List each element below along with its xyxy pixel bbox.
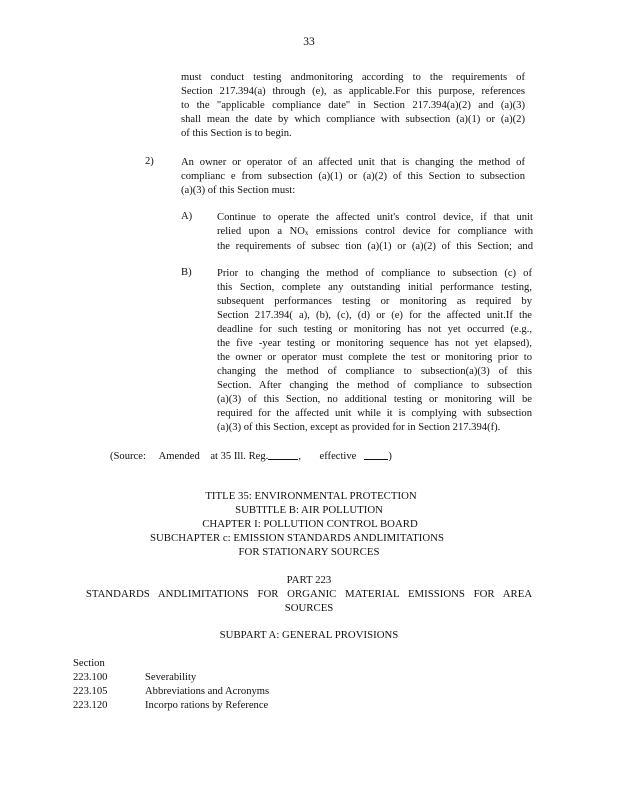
text-line: must conduct testing andmonitoring according to the requirements of xyxy=(181,72,525,83)
text-line: (a)(3) of this Section, no additional testing or monitoring will be xyxy=(217,394,532,405)
item-a-marker: A) xyxy=(181,211,193,222)
text-line: the five -year testing or monitoring sequence has not yet elapsed), xyxy=(217,338,532,349)
item-2-text xyxy=(181,156,525,198)
text-line: Continue to operate the affected unit's control device, if that unit xyxy=(217,212,533,223)
item-2-marker: 2) xyxy=(145,156,154,167)
register-blank xyxy=(268,449,298,460)
list-item xyxy=(73,685,269,699)
text-line: the owner or operator must complete the test or monitoring prior to xyxy=(217,352,532,363)
text-line: subsequent performances testing or monitoring as required by xyxy=(217,296,532,307)
subpart-heading xyxy=(0,628,618,642)
source-register: at 35 Ill. Reg. xyxy=(210,451,269,462)
section-title: Incorpo rations by Reference xyxy=(145,700,269,711)
part-title-line-2: SOURCES xyxy=(284,602,334,614)
text-line: Prior to changing the method of compliance to subsection (c) of xyxy=(217,268,532,279)
section-number: 223.100 xyxy=(73,672,108,683)
heading-subtitle: SUBTITLE B: AIR POLLUTION xyxy=(235,504,383,516)
text-line: the requirements of subsec tion (a)(1) or (a)(2) of this Section; and xyxy=(217,241,533,252)
text-line: changing the method of compliance to subsection(a)(3) of this xyxy=(217,366,532,377)
heading-block xyxy=(0,489,618,559)
source-amended: Amended xyxy=(158,451,200,462)
section-title: Abbreviations and Acronyms xyxy=(145,686,270,697)
source-note xyxy=(110,449,392,462)
text-line: deadline for such testing or monitoring has not yet occurred (e.g., xyxy=(217,324,532,335)
page-number: 33 xyxy=(303,36,315,48)
section-list xyxy=(73,657,269,713)
item-b-marker: B) xyxy=(181,267,192,278)
source-open: (Source: xyxy=(110,451,146,462)
heading-title: TITLE 35: ENVIRONMENTAL PROTECTION xyxy=(205,490,417,502)
text-line: shall mean the date by which compliance with subsection (a)(1) or (a)(2) xyxy=(181,114,525,125)
section-number: 223.105 xyxy=(73,686,108,697)
effective-blank xyxy=(364,449,388,460)
section-list-header: Section xyxy=(73,658,105,669)
text-line: Section 217.394(a) through (e), as applicable.For this purpose, references xyxy=(181,86,525,97)
part-heading xyxy=(0,573,618,615)
subscript-x: x xyxy=(304,229,309,237)
text-fragment: emissions control device for compliance with xyxy=(315,226,533,237)
source-comma: , xyxy=(298,451,301,462)
heading-stationary: FOR STATIONARY SOURCES xyxy=(238,546,380,558)
text-line: required for the affected unit while it is complying with subsection xyxy=(217,408,532,419)
list-item xyxy=(73,671,269,685)
item-b-text xyxy=(217,267,532,435)
text-line: Section 217.394( a), (b), (c), (d) or (e) for the affected unit.If the xyxy=(217,310,532,321)
section-number: 223.120 xyxy=(73,700,108,711)
text-line: (a)(3) of this Section must: xyxy=(181,185,296,196)
heading-chapter: CHAPTER I: POLLUTION CONTROL BOARD xyxy=(202,518,418,530)
part-label: PART 223 xyxy=(286,574,332,586)
item-a-text xyxy=(217,211,533,254)
list-item xyxy=(73,699,269,713)
section-title: Severability xyxy=(145,672,197,683)
text-line: this Section, complete any outstanding initial performance testing, xyxy=(217,282,532,293)
source-effective: effective xyxy=(319,451,357,462)
heading-subchapter: SUBCHAPTER c: EMISSION STANDARDS ANDLIMITATIONS xyxy=(149,532,444,544)
text-line: An owner or operator of an affected unit that is changing the method of xyxy=(181,157,525,168)
text-line: Section. After changing the method of compliance to subsection xyxy=(217,380,532,391)
text-line: of this Section is to begin. xyxy=(181,128,292,139)
text-line xyxy=(217,225,533,240)
subpart-title: SUBPART A: GENERAL PROVISIONS xyxy=(219,629,399,641)
paragraph-continuation xyxy=(181,71,525,141)
source-close: ) xyxy=(388,451,392,462)
text-line: complianc e from subsection (a)(1) or (a)(2) of this Section to subsection xyxy=(181,171,525,182)
text-fragment: relied upon a NO xyxy=(217,226,305,237)
part-title-line-1: STANDARDS ANDLIMITATIONS FOR ORGANIC MATERIAL EMISSIONS FOR AREA xyxy=(85,588,533,600)
text-line: to the "applicable compliance date" in Section 217.394(a)(2) and (a)(3) xyxy=(181,100,525,111)
text-line: (a)(3) of this Section, except as provided for in Section 217.394(f). xyxy=(217,422,501,433)
